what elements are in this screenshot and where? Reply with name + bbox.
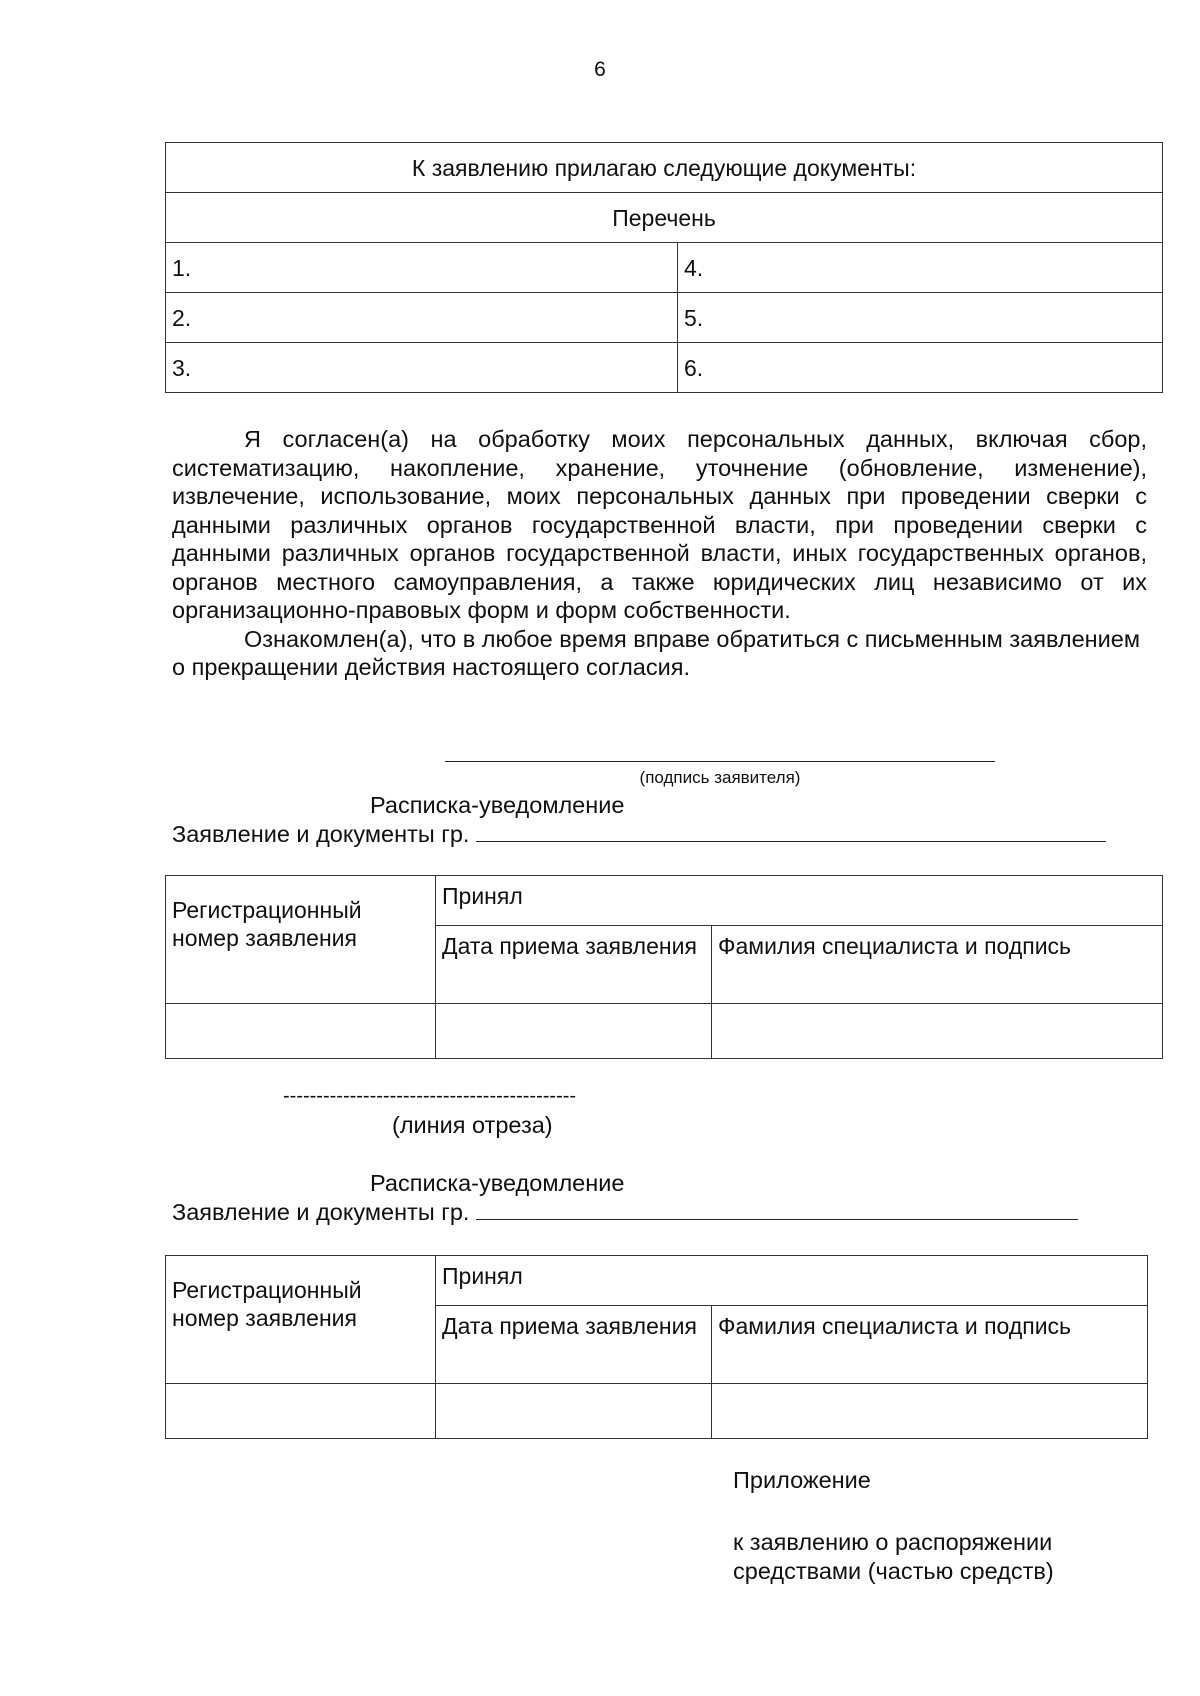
cut-line-label: (линия отреза) <box>392 1112 553 1138</box>
receipt-table-top <box>165 875 1163 1059</box>
receipt-applicant-label-bottom: Заявление и документы гр. <box>172 1199 470 1225</box>
date-cell-bottom[interactable] <box>436 1384 712 1439</box>
receipt-applicant-field-bottom[interactable] <box>476 1199 1078 1220</box>
signature-line[interactable] <box>445 760 995 762</box>
date-header-bottom: Дата приема заявления <box>436 1306 712 1384</box>
reg-number-header-bottom: Регистрационный номер заявления <box>166 1256 436 1384</box>
documents-heading: К заявлению прилагаю следующие документы: <box>166 143 1163 193</box>
reg-number-cell-top[interactable] <box>166 1004 436 1059</box>
receipt-table-bottom <box>165 1255 1148 1439</box>
document-item-4[interactable]: 4. <box>678 243 1163 293</box>
date-cell-top[interactable] <box>436 1004 712 1059</box>
consent-paragraph: Я согласен(а) на обработку моих персональных данных, включая сбор, систематизацию, накопление, хранение, уточнение (обновление, изменение), извлечение, использование, моих персональных данных при проведении сверки с данными различных органов государственной власти, при проведении сверки с данными различных органов государственной власти, иных государственных органов, органов местного самоуправления, а также юридических лиц независимо от их организационно-правовых форм и форм собственности. <box>172 426 1147 623</box>
specialist-cell-top[interactable] <box>712 1004 1163 1059</box>
page-number: 6 <box>594 58 606 81</box>
appendix-subtitle-line2: средствами (частью средств) <box>733 1558 1054 1584</box>
reg-number-header-top: Регистрационный номер заявления <box>166 876 436 1004</box>
specialist-cell-bottom[interactable] <box>712 1384 1148 1439</box>
date-header-top: Дата приема заявления <box>436 926 712 1004</box>
accepted-header-top: Принял <box>436 876 1163 926</box>
receipt-title-bottom: Расписка-уведомление <box>370 1170 625 1196</box>
appendix-title: Приложение <box>733 1467 871 1493</box>
receipt-applicant-line-bottom <box>172 1199 1078 1226</box>
receipt-applicant-field-top[interactable] <box>476 821 1106 842</box>
specialist-header-top: Фамилия специалиста и подпись <box>712 926 1163 1004</box>
document-item-6[interactable]: 6. <box>678 343 1163 393</box>
document-item-1[interactable]: 1. <box>166 243 678 293</box>
reg-number-cell-bottom[interactable] <box>166 1384 436 1439</box>
cut-line: -------------------------------------------- <box>283 1085 577 1107</box>
document-item-2[interactable]: 2. <box>166 293 678 343</box>
document-item-5[interactable]: 5. <box>678 293 1163 343</box>
accepted-header-bottom: Принял <box>436 1256 1148 1306</box>
consent-text <box>172 425 1147 682</box>
specialist-header-bottom: Фамилия специалиста и подпись <box>712 1306 1148 1384</box>
document-item-3[interactable]: 3. <box>166 343 678 393</box>
documents-list-title: Перечень <box>166 193 1163 243</box>
receipt-applicant-line-top <box>172 821 1106 848</box>
acknowledgement-paragraph: Ознакомлен(а), что в любое время вправе обратиться с письменным заявлением о прекращении действия настоящего согласия. <box>172 625 1140 680</box>
appendix-subtitle-line1: к заявлению о распоряжении <box>733 1529 1053 1555</box>
receipt-applicant-label-top: Заявление и документы гр. <box>172 821 470 847</box>
signature-caption: (подпись заявителя) <box>639 768 801 787</box>
documents-table <box>165 142 1163 393</box>
receipt-title-top: Расписка-уведомление <box>370 792 625 818</box>
